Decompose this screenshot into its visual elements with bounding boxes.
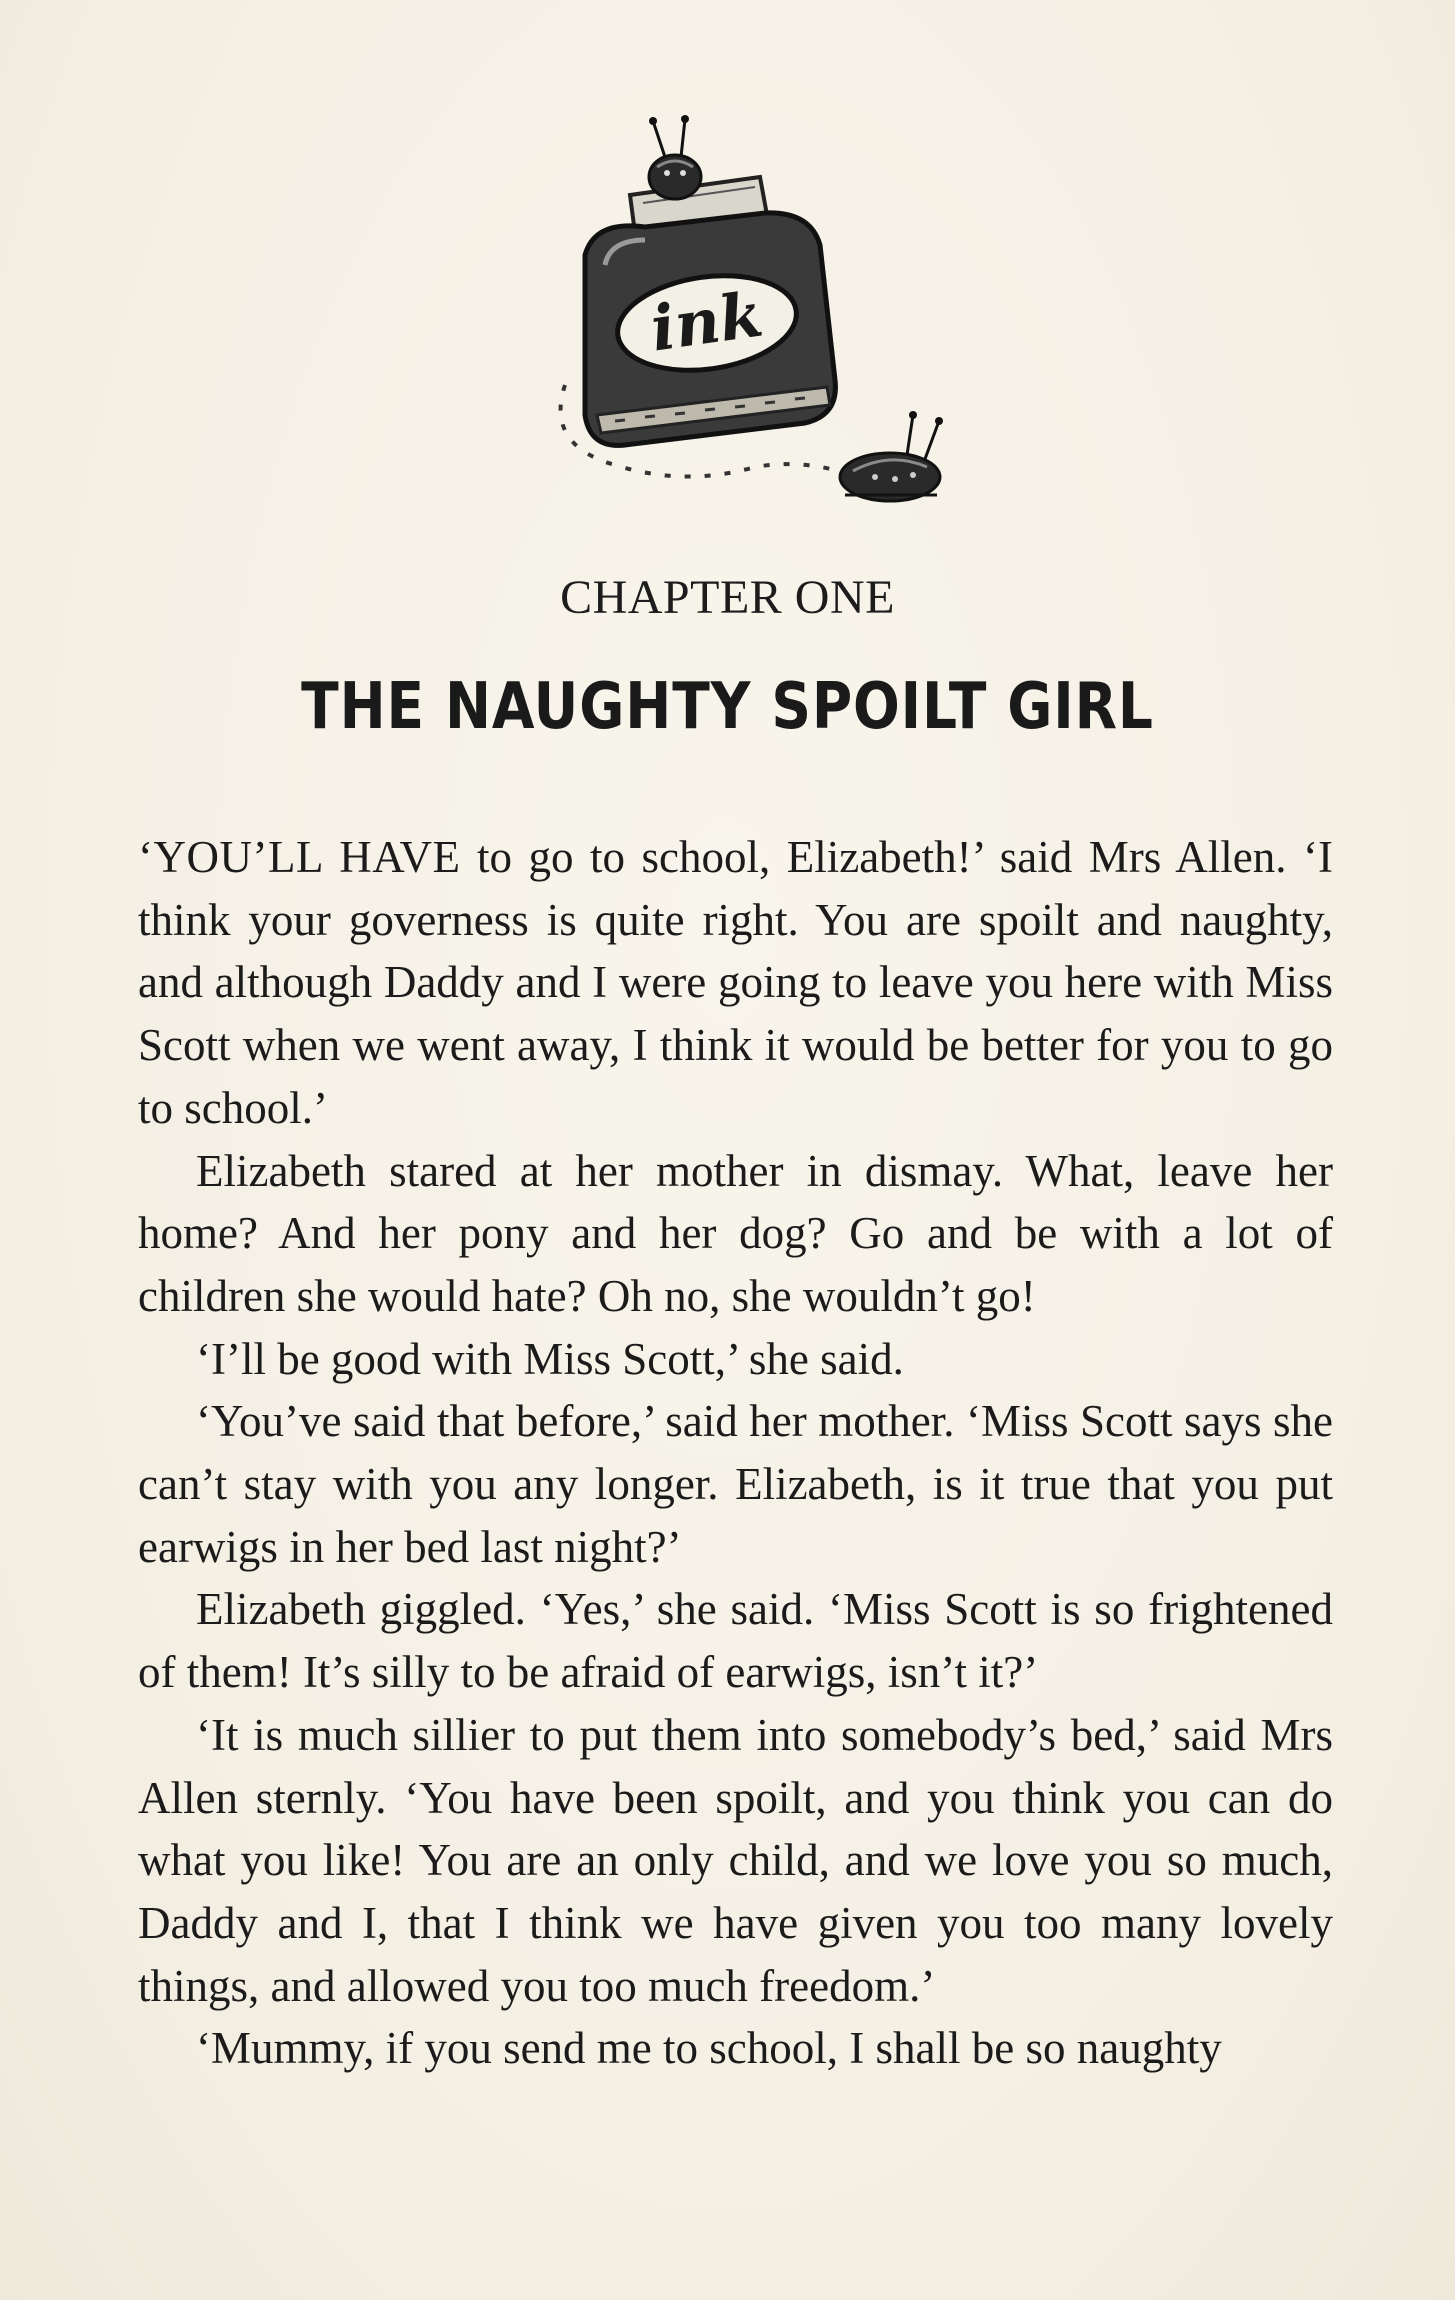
paragraph: [138, 826, 1333, 1140]
chapter-label: CHAPTER ONE: [560, 571, 895, 624]
chapter-body: [138, 826, 1333, 2080]
paragraph: ‘I’ll be good with Miss Scott,’ she said.: [196, 1333, 904, 1384]
paragraph: ‘It is much sillier to put them into somebody’s bed,’ said Mrs Allen sternly. ‘You have been spoilt, and you think you can do what you like! You are an only child, and we love you so much, Daddy and I, that I think we have given you too many lovely things, and allowed you too much freedom.’: [138, 1709, 1333, 2011]
paragraph-lead: ‘YOU’LL HAVE: [138, 832, 461, 882]
paragraph: Elizabeth giggled. ‘Yes,’ she said. ‘Miss Scott is so frightened of them! It’s silly to be afraid of earwigs, isn’t it?’: [138, 1584, 1333, 1698]
paragraph: ‘Mummy, if you send me to school, I shall be so naughty: [196, 2023, 1222, 2074]
ink-bottle-with-beetles-icon: [535, 115, 955, 505]
ink-label: ink: [646, 277, 768, 366]
paragraph: Elizabeth stared at her mother in dismay. What, leave her home? And her pony and her dog? Go and be with a lot of children she would hate? Oh no, she wouldn’t go!: [138, 1145, 1333, 1321]
paragraph-text: to go to school, Elizabeth!’ said Mrs Allen. ‘I think your governess is quite right. You are spoilt and naughty, and although Daddy and I were going to leave you here with Miss Scott when we went away, I think it would be better for you to go to school.’: [138, 832, 1334, 1133]
paragraph: ‘You’ve said that before,’ said her mother. ‘Miss Scott says she can’t stay with you any longer. Elizabeth, is it true that you put earwigs in her bed last night?’: [138, 1396, 1333, 1572]
chapter-title: THE NAUGHTY SPOILT GIRL: [301, 670, 1154, 744]
